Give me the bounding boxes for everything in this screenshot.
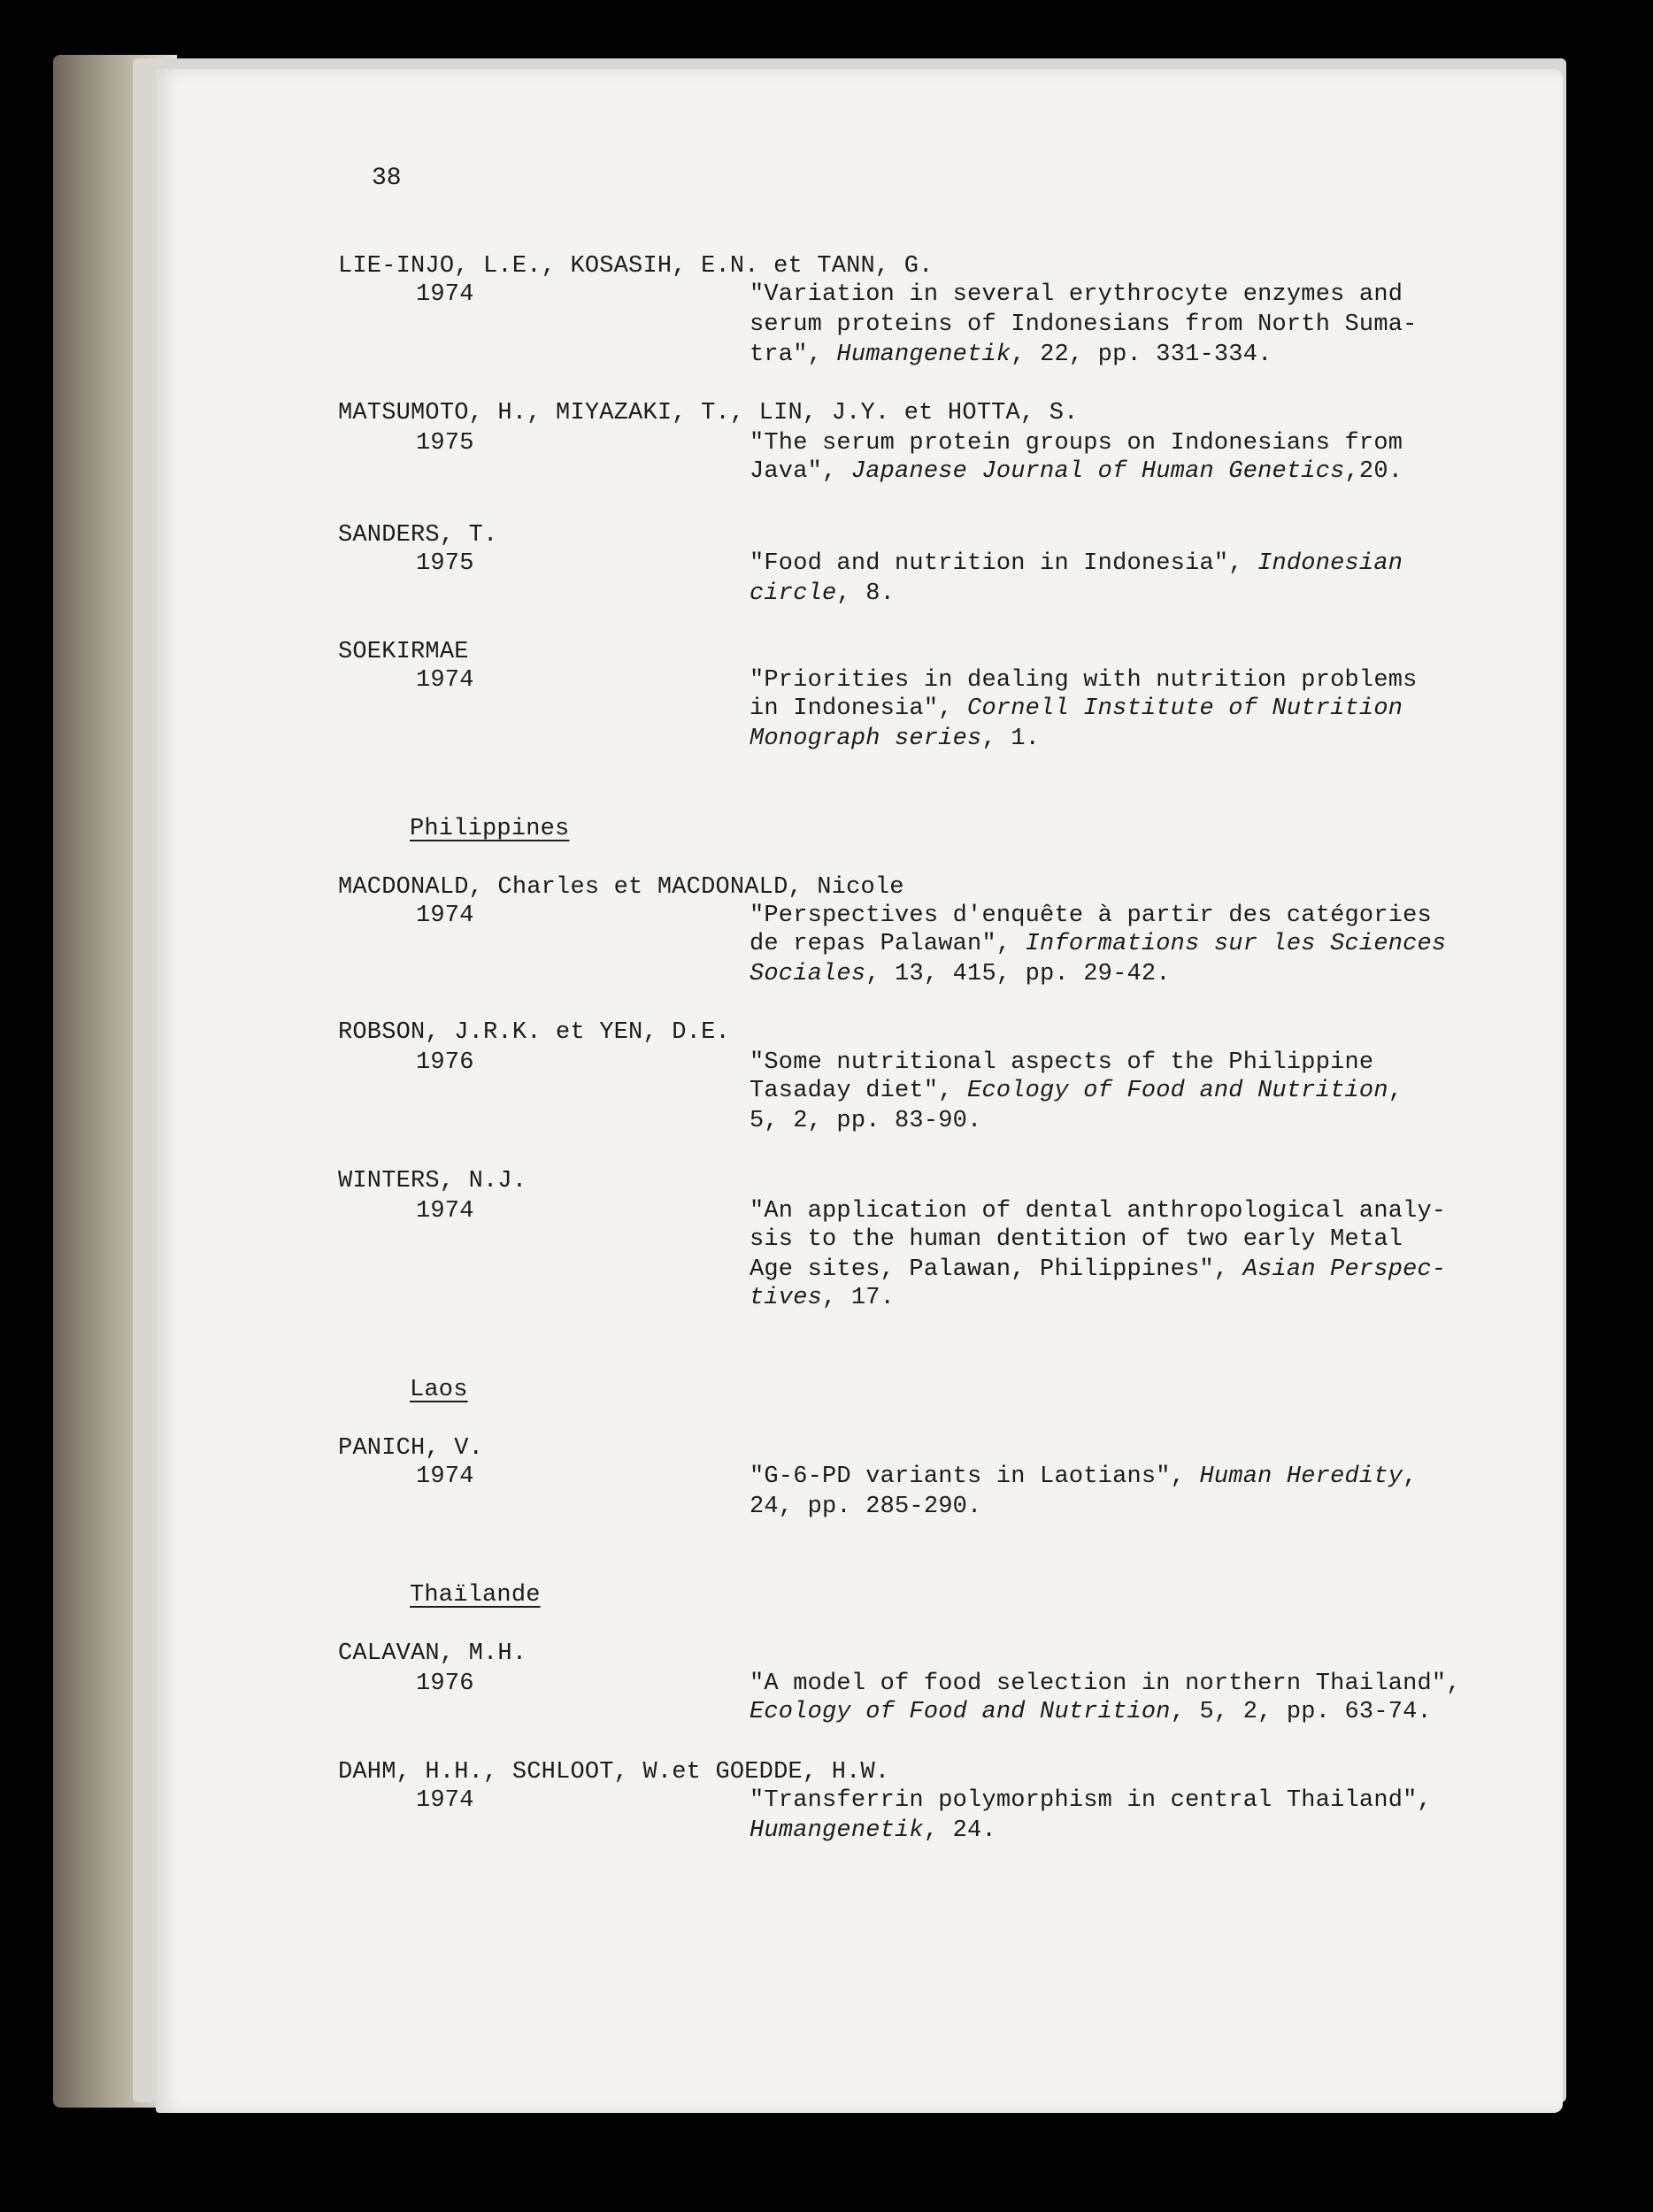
bibliography-line: 1974 <box>416 902 474 929</box>
bibliography-line: PANICH, V. <box>338 1435 484 1462</box>
section-heading: Laos <box>410 1377 468 1403</box>
bibliography-line <box>750 580 895 607</box>
bibliography-line: "Transferrin polymorphism in central Thailand", <box>750 1787 1432 1814</box>
text-span: , <box>1403 1463 1418 1490</box>
bibliography-line: SOEKIRMAE <box>338 639 469 665</box>
bibliography-line <box>750 1699 1432 1725</box>
bibliography-line <box>750 961 1171 987</box>
text-span: "Food and nutrition in Indonesia", <box>750 550 1258 577</box>
bibliography-line: 1976 <box>416 1671 474 1697</box>
bibliography-line: 1974 <box>416 667 474 694</box>
bibliography-line: 1974 <box>416 1787 474 1814</box>
bibliography-line: 1976 <box>416 1049 474 1076</box>
italic-title: Cornell Institute of Nutrition <box>967 695 1403 722</box>
text-span: Tasaday diet", <box>750 1078 968 1104</box>
text-span: , 13, 415, pp. 29-42. <box>865 961 1171 987</box>
bibliography-line: "Perspectives d'enquête à partir des catégories <box>750 902 1432 929</box>
italic-title: Asian Perspec- <box>1242 1256 1447 1283</box>
bibliography-line: "Variation in several erythrocyte enzymes and <box>750 281 1403 308</box>
bibliography-line <box>750 1463 1418 1490</box>
text-span: , 22, pp. 331-334. <box>1011 342 1272 368</box>
bibliography-line <box>750 695 1403 722</box>
text-span: , <box>1388 1078 1403 1104</box>
italic-title: Informations sur les Sciences <box>1025 931 1447 957</box>
bibliography-line: "Some nutritional aspects of the Philippine <box>750 1049 1374 1076</box>
italic-title: Humangenetik <box>836 342 1011 368</box>
bibliography-line <box>750 1285 895 1311</box>
bibliography-line: "Priorities in dealing with nutrition problems <box>750 667 1418 694</box>
bibliography-line <box>750 458 1403 485</box>
bibliography-line <box>750 726 1040 752</box>
bibliography-line <box>750 550 1403 577</box>
bibliography-line: ROBSON, J.R.K. et YEN, D.E. <box>338 1019 730 1046</box>
italic-title: circle <box>750 580 837 607</box>
bibliography-line <box>750 1256 1446 1283</box>
bibliography-line: 1975 <box>416 550 474 577</box>
section-heading: Philippines <box>410 816 570 842</box>
bibliography-line <box>750 1817 996 1844</box>
text-span: tra", <box>750 342 837 368</box>
text-span: , 5, 2, pp. 63-74. <box>1170 1699 1432 1725</box>
bibliography-line: MATSUMOTO, H., MIYAZAKI, T., LIN, J.Y. et HOTTA, S. <box>338 400 1079 426</box>
bibliography-line: SANDERS, T. <box>338 522 498 549</box>
bibliography-line: "The serum protein groups on Indonesians from <box>750 430 1403 457</box>
bibliography-line <box>750 342 1272 368</box>
italic-title: Humangenetik <box>750 1817 924 1844</box>
bibliography-line: 1975 <box>416 430 474 457</box>
section-heading: Thaïlande <box>410 1582 541 1609</box>
bibliography-line: "A model of food selection in northern Thailand", <box>750 1671 1461 1697</box>
bibliography-line: WINTERS, N.J. <box>338 1168 527 1194</box>
italic-title: Human Heredity <box>1199 1463 1403 1490</box>
bibliography-line: serum proteins of Indonesians from North Suma- <box>750 311 1418 338</box>
italic-title: Sociales <box>750 961 866 987</box>
page-number: 38 <box>372 165 402 192</box>
bibliography-line: sis to the human dentition of two early Metal <box>750 1226 1403 1253</box>
italic-title: Indonesian <box>1257 550 1403 577</box>
italic-title: Ecology of Food and Nutrition <box>967 1078 1388 1104</box>
italic-title: Ecology of Food and Nutrition <box>750 1699 1171 1725</box>
text-span: , 1. <box>981 726 1041 752</box>
text-span: ,20. <box>1344 458 1403 485</box>
bibliography-line: "An application of dental anthropological analy- <box>750 1198 1447 1225</box>
italic-title: tives <box>750 1285 823 1311</box>
text-span: in Indonesia", <box>750 695 968 722</box>
bibliography-line: MACDONALD, Charles et MACDONALD, Nicole <box>338 874 904 901</box>
bibliography-line: 1974 <box>416 1463 474 1490</box>
italic-title: Japanese Journal of Human Genetics <box>850 458 1345 485</box>
text-span: "G-6-PD variants in Laotians", <box>750 1463 1200 1490</box>
bibliography-line: 1974 <box>416 1198 474 1225</box>
bibliography-line: LIE-INJO, L.E., KOSASIH, E.N. et TANN, G. <box>338 253 934 280</box>
text-span: , 8. <box>836 580 896 607</box>
text-span: Java", <box>750 458 851 485</box>
text-span: , 17. <box>822 1285 896 1311</box>
text-span: de repas Palawan", <box>750 931 1026 957</box>
italic-title: Monograph series <box>750 726 982 752</box>
text-span: Age sites, Palawan, Philippines", <box>750 1256 1243 1283</box>
bibliography-line <box>750 1078 1403 1104</box>
bibliography-line: DAHM, H.H., SCHLOOT, W.et GOEDDE, H.W. <box>338 1759 890 1786</box>
bibliography-line: 5, 2, pp. 83-90. <box>750 1108 982 1134</box>
text-span: , 24. <box>923 1817 996 1844</box>
bibliography-line <box>750 931 1446 957</box>
bibliography-line: 1974 <box>416 281 474 308</box>
bibliography-line: 24, pp. 285-290. <box>750 1494 982 1520</box>
bibliography-line: CALAVAN, M.H. <box>338 1640 527 1667</box>
